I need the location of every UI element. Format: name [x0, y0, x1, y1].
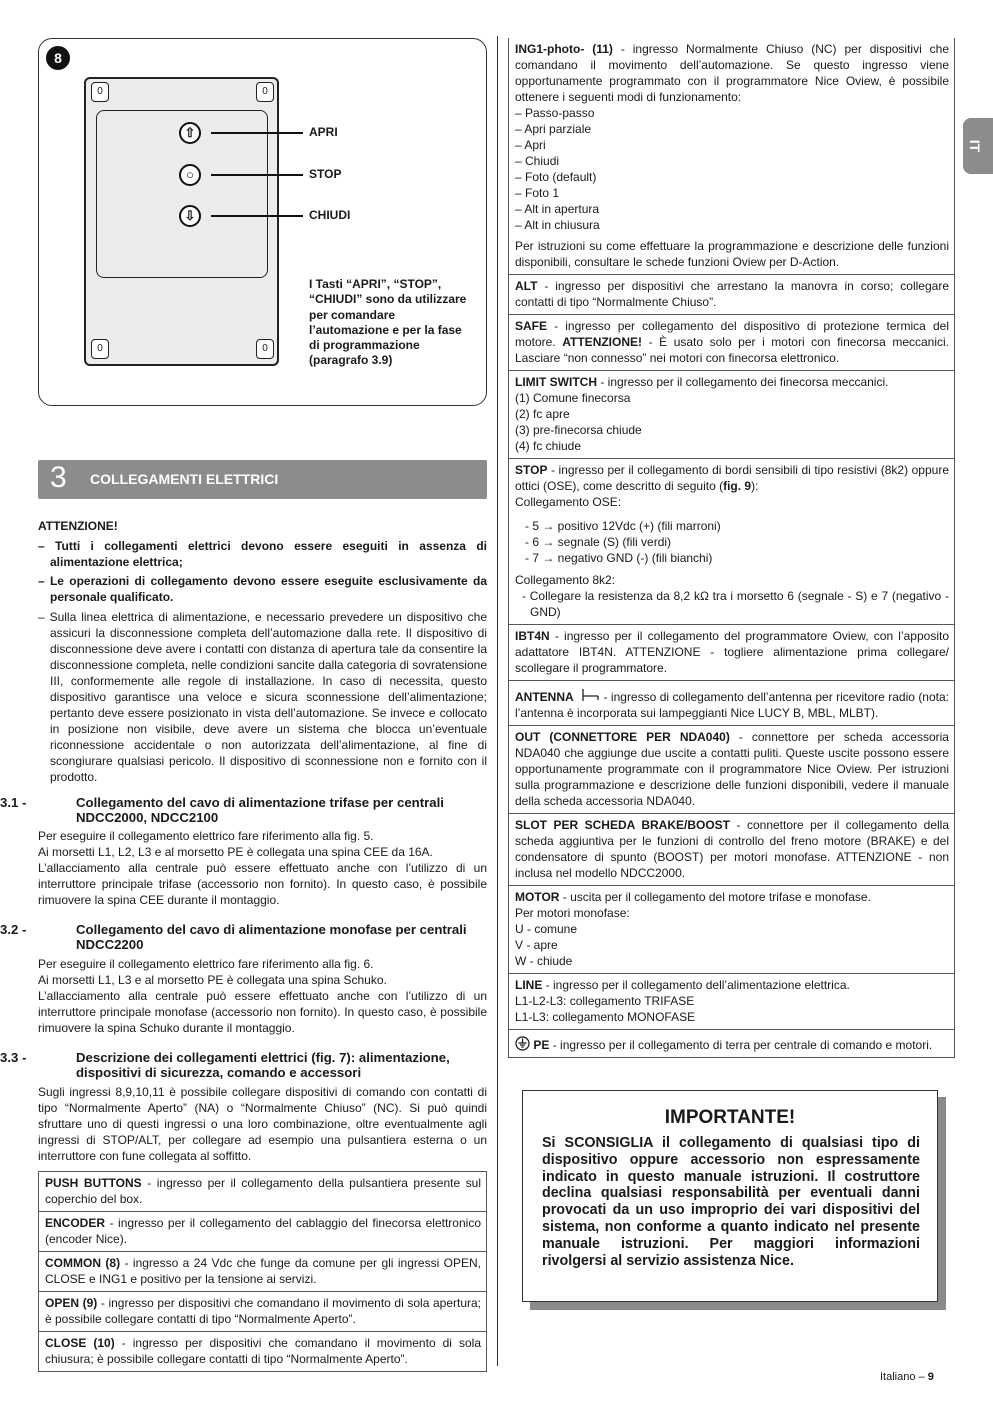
label-stop: STOP [309, 167, 342, 181]
s33-text: Sugli ingressi 8,9,10,11 è possibile collegare dispositivi di comando con contatti di tipo “Normalmente Aperto” (NA) o “Normalmente Chiuso” (NC). Si può quindi sfruttare uno di questi ingressi o una loro combinazione, oltre eventualmente agli ingressi di STOP/ALT, per collegare ad esempio una pulsantiera esterna o un interruttore con fune collegata al soffitto. [38, 1085, 487, 1163]
table-row: PUSH BUTTONS - ingresso per il collegamento della pulsantiera presente sul coperchio del box. [39, 1172, 486, 1212]
table-row: ENCODER - ingresso per il collegamento del cablaggio del finecorsa elettronico (encoder Nice). [39, 1212, 486, 1252]
right-terminal-table [508, 38, 955, 1058]
label-chiudi: CHIUDI [309, 208, 351, 222]
table-row-antenna: ANTENNA - ingresso di collegamento dell’antenna per ricevitore radio (nota: l’antenna è incorporata sui lampeggianti Nice LUCY B, MBL, MLBT). [509, 681, 954, 726]
heading-3-2: 3.2 - Collegamento del cavo di alimentazione monofase per centrali NDCC2200 [0, 922, 467, 952]
stop-circle-icon: ○ [179, 164, 201, 186]
left-terminal-table [38, 1171, 487, 1372]
column-divider [497, 36, 498, 1366]
leader-line [211, 132, 303, 134]
important-text: Si SCONSIGLIA il collegamento di qualsiasi tipo di dispositivo oppure accessorio non espressamente indicato in questo manuale istruzioni. Il costruttore declina qualsiasi responsabilità per eventuali danni provocati da un uso improprio dei vari dispositivi del sistema, non conforme a quanto indicato nel presente manuale istruzioni. Per maggiori informazioni rivolgersi al servizio assistenza Nice. [542, 1135, 920, 1269]
attention-item: – Tutti i collegamenti elettrici devono essere eseguiti in assenza di alimentazione elettrica; [38, 539, 487, 569]
attention-title: ATTENZIONE! [38, 519, 118, 533]
close-arrow-icon: ⇩ [179, 205, 201, 227]
table-row: CLOSE (10) - ingresso per dispositivi che comandano il movimento di sola chiusura; è possibile collegare contatti di tipo “Normalmente Aperto”. [45, 1336, 481, 1366]
table-row-motor: MOTOR - uscita per il collegamento del motore trifase e monofase. Per motori monofase: U - comune V - apre W - chiude [509, 886, 954, 974]
attention-item: – Le operazioni di collegamento devono essere eseguite esclusivamente da personale qualificato. [38, 574, 487, 604]
heading-3-3: 3.3 - Descrizione dei collegamenti elettrici (fig. 7): alimentazione, dispositivi di sicurezza, comando e accessori [0, 1050, 450, 1080]
table-row-stop: STOP - ingresso per il collegamento di bordi sensibili di tipo resistivi (8k2) oppure ottici (OSE), come descritto di seguito (fig. 9): Collegamento OSE: - 5 → positivo 12Vdc (+) (fili marroni) - 6 → segnale (S) (fili verdi) - 7 → negativo GND (-) (fili bianchi) Collegamento 8k2: - Collegare la resistenza da 8,2 kΩ tra i morsetto 6 (segnale - S) e 7 (negativo - GND) [509, 459, 954, 625]
attention-paragraph: – Sulla linea elettrica di alimentazione, e necessario prevedere un dispositivo che assicuri la disconnessione completa dell’automazione dalla rete. Il dispositivo di disconnessione deve avere i contatti con distanza di apertura tale da consentire la disconnessione completa, nelle condizioni sancite dalla categoria di sovratensione III, conformemente alle regole di installazione. In caso di necessita, questo dispositivo garantisce una veloce e sicura sconnessione dell’alimentazione; pertanto deve essere posizionato in vista dell’automazione. Se invece e collocato in posizione non visibile, deve avere un sistema che blocca un’eventuale riconnessione accidentale o non autorizzata dell’alimentazione, al fine di scongiurare qualsiasi pericolo. Il dispositivo di sconnessione non e fornito con il prodotto. [38, 610, 487, 784]
s31-text: Per eseguire il collegamento elettrico fare riferimento alla fig. 5. Ai morsetti L1, L2, L3 e al morsetto PE è collegata una spina CEE da 16A. L’allacciamento alla centrale può essere effettuato anche con l’utilizzo di un interruttore principale trifase (accessorio non fornito). In questo caso, è possibile rimuovere la spina CEE durante il montaggio. [38, 829, 487, 907]
page-footer: Italiano – 9 [880, 1371, 934, 1383]
important-title: IMPORTANTE! [664, 1107, 796, 1128]
label-apri: APRI [309, 125, 338, 139]
table-row-ibt4n: IBT4N - ingresso per il collegamento del programmatore Oview, con l’apposito adattatore IBT4N. ATTENZIONE - togliere alimentazione prima collegare/ scollegare il programmatore. [509, 625, 954, 681]
heading-3-1: 3.1 - Collegamento del cavo di alimentazione trifase per centrali NDCC2000, NDCC2100 [0, 795, 444, 825]
open-arrow-icon: ⇧ [179, 122, 201, 144]
table-row: COMMON (8) - ingresso a 24 Vdc che funge da comune per gli ingressi OPEN, CLOSE e ING1 e positivo per la tensione ai servizi. [39, 1252, 486, 1292]
ground-icon [515, 1036, 530, 1051]
table-row-slot: SLOT PER SCHEDA BRAKE/BOOST - connettore per il collegamento della scheda aggiuntiva per le funzioni di controllo del freno motore (BRAKE) e del condensatore di spunto (BOOST) per motori monofase. ATTENZIONE - non inclusa nel modello NDCC2000. [509, 814, 954, 886]
s32-text: Per eseguire il collegamento elettrico fare riferimento alla fig. 6. Ai morsetti L1, L3 e al morsetto PE è collegata una spina Schuko. L’allacciamento alla centrale può essere effettuato anche con l’utilizzo di un interruttore principale monofase (accessorio non fornito). In questo caso, è possibile rimuovere la spina Schuko durante il montaggio. [38, 957, 487, 1035]
figure-note: I Tasti “APRI”, “STOP”, “CHIUDI” sono da utilizzare per comandare l’automazione e per la fase di programmazione (paragrafo 3.9) [309, 277, 467, 368]
table-row: OPEN (9) - ingresso per dispositivi che comandano il movimento di sola apertura; è possibile collegare contatti di tipo “Normalmente Aperto”. [39, 1292, 486, 1332]
important-box [522, 1090, 938, 1302]
leader-line [211, 215, 303, 217]
table-row-pe: PE - ingresso per il collegamento di terra per centrale di comando e motori. [509, 1030, 954, 1057]
leader-line [211, 174, 303, 176]
figure-number-badge: 8 [46, 46, 70, 70]
table-row-alt: ALT - ingresso per dispositivi che arrestano la manovra in corso; collegare contatti di tipo “Normalmente Chiuso”. [509, 275, 954, 315]
table-row-limit-switch: LIMIT SWITCH - ingresso per il collegamento dei finecorsa meccanici. (1) Comune finecorsa (2) fc apre (3) pre-finecorsa chiude (4) fc chiude [509, 371, 954, 459]
screw-icon: 0 [91, 82, 109, 102]
antenna-icon [580, 689, 600, 702]
table-row-line: LINE - ingresso per il collegamento dell’alimentazione elettrica. L1-L2-L3: collegamento TRIFASE L1-L3: collegamento MONOFASE [509, 974, 954, 1030]
screw-icon: 0 [256, 82, 274, 102]
screw-icon: 0 [91, 339, 109, 359]
page-number: 9 [927, 1371, 934, 1383]
table-row-ing1: ING1-photo- (11) - ingresso Normalmente Chiuso (NC) per dispositivi che comandano il movimento dell’automazione. Se questo ingresso viene opportunamente programmato con il programmatore Nice Oview, è possibile ottenere i seguenti modi di funzionamento: – Passo-passo – Apri parziale – Apri – Chiudi – Foto (default) – Foto 1 – Alt in apertura – Alt in chiusura Per istruzioni su come effettuare la programmazione e descrizione delle funzioni disponibili, consultare le schede funzioni Oview per D-Action. [509, 38, 954, 275]
section-title: COLLEGAMENTI ELETTRICI [90, 471, 279, 487]
section-header [38, 460, 487, 499]
screw-icon: 0 [256, 339, 274, 359]
language-tab: IT [963, 118, 993, 174]
table-row-safe: SAFE - ingresso per collegamento del dispositivo di protezione termica del motore. ATTENZIONE! - È usato solo per i motori con finecorsa meccanici. Lasciare “non connesso” nei motori con finecorsa elettronico. [509, 315, 954, 371]
section-number: 3 [50, 461, 67, 494]
table-row-out: OUT (CONNETTORE PER NDA040) - connettore per scheda accessoria NDA040 che aggiunge due uscite a contatti puliti. Queste uscite possono essere opportunamente programmate con il programmatore Nice Oview. Per istruzioni sulla programmazione e descrizione delle funzioni disponibili, vedere il manuale della scheda accessoria NDA040. [509, 726, 954, 814]
